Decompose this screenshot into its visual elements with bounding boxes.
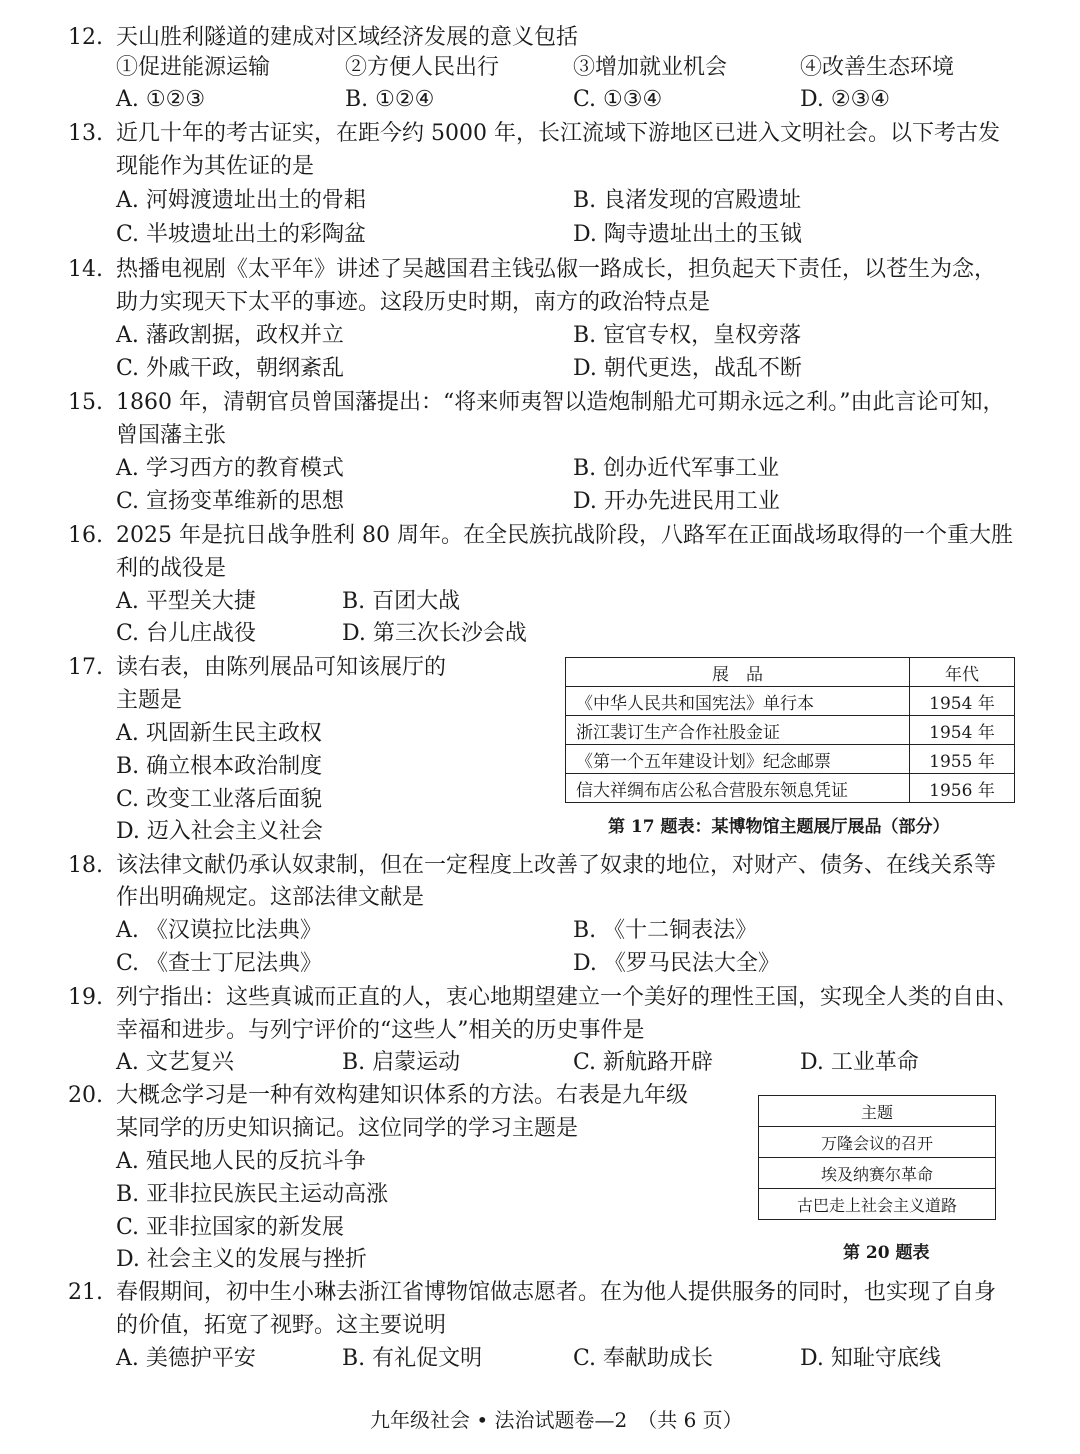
answer-option: A. 《汉谟拉比法典》	[116, 918, 322, 943]
table-row	[566, 687, 1015, 716]
topic-cell: 万隆会议的召开	[759, 1127, 996, 1158]
answer-option: A. 巩固新生民主政权	[116, 721, 322, 746]
question-stem: 作出明确规定。这部法律文献是	[116, 885, 425, 910]
answer-option: C. 宣扬变革维新的思想	[116, 489, 345, 514]
statement-item: ③增加就业机会	[573, 55, 728, 80]
exhibit-table-17	[565, 657, 1015, 803]
exhibit-name: 浙江裴订生产合作社股金证	[566, 716, 910, 745]
table-row	[759, 1189, 996, 1220]
question-number: 21.	[68, 1280, 103, 1305]
question-number: 18.	[68, 853, 103, 878]
exhibit-year: 1956 年	[910, 774, 1015, 803]
answer-option: B. 良渚发现的宫殿遗址	[573, 188, 802, 213]
exhibit-name: 《中华人民共和国宪法》单行本	[566, 687, 910, 716]
answer-option: A. 美德护平安	[116, 1346, 256, 1371]
question-number: 14.	[68, 257, 103, 282]
answer-option: A. 藩政割据，政权并立	[116, 323, 344, 348]
question-number: 19.	[68, 985, 103, 1010]
question-number: 15.	[68, 390, 103, 415]
answer-option: D. ②③④	[800, 87, 891, 112]
statement-item: ④改善生态环境	[800, 55, 955, 80]
question-stem: 热播电视剧《太平年》讲述了吴越国君主钱弘俶一路成长，担负起天下责任，以苍生为念，	[116, 257, 997, 282]
statement-item: ②方便人民出行	[345, 55, 500, 80]
answer-option: D. 《罗马民法大全》	[573, 951, 780, 976]
answer-option: B. 宦官专权，皇权旁落	[573, 323, 802, 348]
table-row	[759, 1127, 996, 1158]
exhibit-year: 1954 年	[910, 687, 1015, 716]
answer-option: A. ①②③	[116, 87, 206, 112]
question-number: 17.	[68, 655, 103, 680]
question-stem: 现能作为其佐证的是	[116, 154, 315, 179]
question-number: 16.	[68, 523, 103, 548]
answer-option: B. 创办近代军事工业	[573, 456, 780, 481]
answer-option: C. 新航路开辟	[573, 1050, 714, 1075]
answer-option: C. ①③④	[573, 87, 663, 112]
answer-option: D. 朝代更迭，战乱不断	[573, 356, 802, 381]
question-stem: 的价值，拓宽了视野。这主要说明	[116, 1313, 447, 1338]
answer-option: B. 有礼促文明	[342, 1346, 483, 1371]
answer-option: B. ①②④	[345, 87, 435, 112]
answer-option: D. 工业革命	[800, 1050, 919, 1075]
answer-option: C. 奉献助成长	[573, 1346, 714, 1371]
question-stem: 曾国藩主张	[116, 423, 227, 448]
question-stem: 利的战役是	[116, 556, 227, 581]
exhibit-year: 1955 年	[910, 745, 1015, 774]
question-number: 20.	[68, 1083, 103, 1108]
question-stem: 读右表，由陈列展品可知该展厅的	[116, 655, 447, 680]
answer-option: D. 开办先进民用工业	[573, 489, 780, 514]
question-stem: 助力实现天下太平的事迹。这段历史时期，南方的政治特点是	[116, 290, 711, 315]
answer-option: B. 百团大战	[342, 589, 461, 614]
table-row	[566, 716, 1015, 745]
question-stem: 该法律文献仍承认奴隶制，但在一定程度上改善了奴隶的地位，对财产、债务、在线关系等	[116, 853, 997, 878]
topic-cell: 古巴走上社会主义道路	[759, 1189, 996, 1220]
answer-option: D. 迈入社会主义社会	[116, 819, 323, 844]
answer-option: B. 亚非拉民族民主运动高涨	[116, 1182, 389, 1207]
exhibit-name: 《第一个五年建设计划》纪念邮票	[566, 745, 910, 774]
table-header: 年代	[910, 658, 1015, 687]
table-caption: 第 17 题表：某博物馆主题展厅展品（部分）	[608, 817, 950, 837]
table-caption: 第 20 题表	[843, 1243, 930, 1263]
question-stem: 近几十年的考古证实，在距今约 5000 年，长江流域下游地区已进入文明社会。以下考古发	[116, 121, 1000, 146]
answer-option: C. 台儿庄战役	[116, 621, 257, 646]
question-stem: 主题是	[116, 688, 183, 713]
exhibit-name: 信大祥绸布店公私合营股东领息凭证	[566, 774, 910, 803]
question-stem: 幸福和进步。与列宁评价的“这些人”相关的历史事件是	[116, 1018, 645, 1043]
question-number: 12.	[68, 25, 103, 50]
answer-option: D. 社会主义的发展与挫折	[116, 1247, 367, 1272]
answer-option: D. 第三次长沙会战	[342, 621, 527, 646]
answer-option: C. 改变工业落后面貌	[116, 787, 323, 812]
answer-option: C. 亚非拉国家的新发展	[116, 1215, 345, 1240]
page-footer: 九年级社会 • 法治试题卷—2 （共 6 页）	[370, 1408, 743, 1432]
answer-option: B. 《十二铜表法》	[573, 918, 758, 943]
answer-option: C. 半坡遗址出土的彩陶盆	[116, 222, 367, 247]
answer-option: A. 殖民地人民的反抗斗争	[116, 1149, 366, 1174]
question-stem: 列宁指出：这些真诚而正直的人，衷心地期望建立一个美好的理性王国，实现全人类的自由、	[116, 985, 1019, 1010]
answer-option: A. 文艺复兴	[116, 1050, 234, 1075]
answer-option: D. 陶寺遗址出土的玉钺	[573, 222, 802, 247]
table-row	[759, 1158, 996, 1189]
answer-option: A. 平型关大捷	[116, 589, 256, 614]
answer-option: A. 学习西方的教育模式	[116, 456, 344, 481]
question-stem: 1860 年，清朝官员曾国藩提出：“将来师夷智以造炮制船尤可期永远之利。”由此言论可知，	[116, 390, 1005, 415]
table-row	[566, 774, 1015, 803]
answer-option: A. 河姆渡遗址出土的骨耜	[116, 188, 366, 213]
question-stem: 大概念学习是一种有效构建知识体系的方法。右表是九年级	[116, 1083, 689, 1108]
answer-option: C. 《查士丁尼法典》	[116, 951, 323, 976]
answer-option: B. 确立根本政治制度	[116, 754, 323, 779]
question-stem: 某同学的历史知识摘记。这位同学的学习主题是	[116, 1116, 579, 1141]
table-header: 主题	[759, 1096, 996, 1127]
question-number: 13.	[68, 121, 103, 146]
question-stem: 2025 年是抗日战争胜利 80 周年。在全民族抗战阶段，八路军在正面战场取得的一个重大胜	[116, 523, 1013, 548]
topic-cell: 埃及纳赛尔革命	[759, 1158, 996, 1189]
question-stem: 天山胜利隧道的建成对区域经济发展的意义包括	[116, 25, 579, 50]
exhibit-year: 1954 年	[910, 716, 1015, 745]
question-stem: 春假期间，初中生小琳去浙江省博物馆做志愿者。在为他人提供服务的同时，也实现了自身	[116, 1280, 997, 1305]
answer-option: C. 外戚干政，朝纲紊乱	[116, 356, 345, 381]
table-row	[566, 745, 1015, 774]
topic-table-20	[758, 1095, 996, 1220]
table-header: 展 品	[566, 658, 910, 687]
answer-option: B. 启蒙运动	[342, 1050, 461, 1075]
answer-option: D. 知耻守底线	[800, 1346, 941, 1371]
statement-item: ①促进能源运输	[116, 55, 271, 80]
